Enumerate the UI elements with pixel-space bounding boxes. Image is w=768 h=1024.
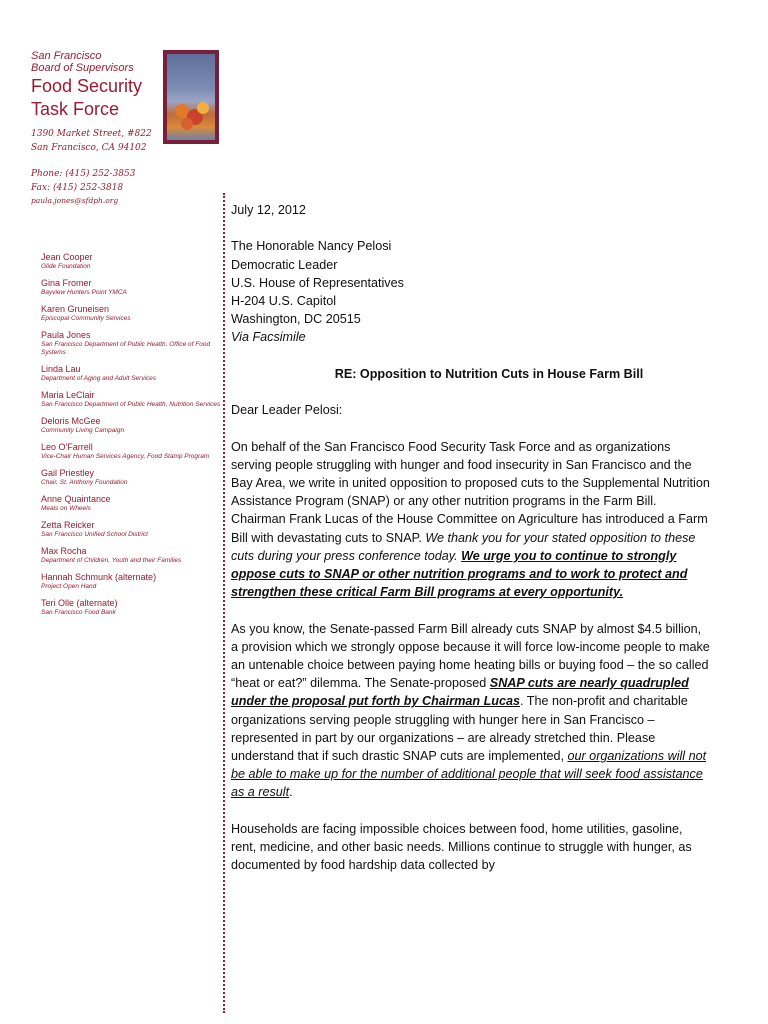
- p2-text-e: .: [289, 785, 293, 800]
- member-affiliation: San Francisco Department of Public Health, Office of Food Systems: [41, 341, 211, 356]
- recipient-address: H-204 U.S. Capitol: [231, 294, 336, 308]
- member-entry: [41, 442, 226, 461]
- member-name: Gina Fromer: [41, 278, 92, 288]
- member-name: Max Rocha: [41, 546, 87, 556]
- member-name: Anne Quaintance: [41, 494, 111, 504]
- member-entry: [41, 416, 226, 435]
- recipient-office: U.S. House of Representatives: [231, 275, 404, 290]
- paragraph-1: [231, 438, 711, 602]
- member-entry: [41, 520, 226, 539]
- letterhead-org: [31, 50, 161, 120]
- member-affiliation: San Francisco Department of Public Health, Nutrition Services: [41, 401, 221, 408]
- p1-emphasis: We urge you to continue to strongly oppose cuts to SNAP or other nutrition programs and to work to protect and strengthen these critical Farm Bill programs at every opportunity.: [231, 548, 688, 600]
- contact-info: [31, 127, 181, 207]
- member-affiliation: Project Open Hand: [41, 583, 97, 590]
- member-entry: [41, 494, 226, 513]
- member-affiliation: Meals on Wheels: [41, 505, 91, 512]
- member-affiliation: Bayview Hunters Point YMCA: [41, 289, 127, 296]
- org-title-2: Task Force: [31, 99, 120, 119]
- recipient-name: The Honorable Nancy Pelosi: [231, 239, 392, 254]
- member-name: Jean Cooper: [41, 252, 93, 262]
- member-entry: [41, 598, 226, 617]
- member-affiliation: Department of Aging and Adult Services: [41, 375, 157, 382]
- member-entry: [41, 364, 226, 383]
- salutation: Dear Leader Pelosi:: [231, 403, 343, 418]
- member-name: Linda Lau: [41, 364, 81, 374]
- via-line: Via Facsimile: [231, 330, 306, 345]
- p2-emphasis: SNAP cuts are nearly quadrupled under the proposal put forth by Chairman Lucas: [231, 676, 689, 709]
- member-entry: [41, 278, 226, 297]
- org-line-2: Board of Supervisors: [31, 62, 134, 74]
- member-name: Leo O'Farrell: [41, 442, 93, 452]
- member-name: Teri Olle (alternate): [41, 598, 118, 608]
- member-affiliation: Chair, St. Anthony Foundation: [41, 479, 128, 486]
- member-affiliation: Department of Children, Youth and their Families: [41, 557, 182, 564]
- member-name: Zetta Reicker: [41, 520, 95, 530]
- member-entry: [41, 330, 226, 357]
- member-affiliation: San Francisco Unified School District: [41, 531, 148, 538]
- member-entry: [41, 252, 226, 271]
- member-entry: [41, 468, 226, 487]
- member-affiliation: Glide Foundation: [41, 263, 91, 270]
- p1-text: On behalf of the San Francisco Food Security Task Force and as organizations serving people struggling with hunger and food insecurity in San Francisco and the Bay Area, we write in united opposition to proposed cuts to the Supplemental Nutrition Assistance Program (SNAP) or any other nutrition programs in the Farm Bill. Chairman Frank Lucas of the House Committee on Agriculture has introduced a Farm Bill with devastating cuts to SNAP.: [231, 439, 710, 545]
- p2-underline: our organizations will not be able to make up for the number of additional people that will seek food assistance as a result: [231, 749, 707, 800]
- p1-italic: We thank you for your stated opposition to these cuts during your press conference today.: [231, 530, 696, 563]
- member-affiliation: Vice-Chair Human Services Agency, Food Stamp Program: [41, 453, 210, 460]
- re-line: RE: Opposition to Nutrition Cuts in House Farm Bill: [334, 366, 644, 381]
- recipient-city: Washington, DC 20515: [231, 312, 361, 327]
- member-affiliation: San Francisco Food Bank: [41, 609, 116, 616]
- paragraph-2: [231, 620, 711, 802]
- member-entry: [41, 304, 226, 323]
- member-name: Paula Jones: [41, 330, 91, 340]
- member-name: Maria LeClair: [41, 390, 95, 400]
- phone: Phone: (415) 252-3853: [31, 169, 136, 179]
- member-name: Deloris McGee: [41, 416, 101, 426]
- letter-body: [231, 201, 711, 874]
- member-affiliation: Episcopal Community Services: [41, 315, 131, 322]
- member-entry: [41, 390, 226, 409]
- address-line-2: San Francisco, CA 94102: [31, 143, 147, 153]
- org-title-1: Food Security: [31, 76, 143, 96]
- member-affiliation: Community Living Campaign: [41, 427, 125, 434]
- fax: Fax: (415) 252-3818: [31, 183, 124, 193]
- p2-text-c: . The non-profit and charitable organizations serving people struggling with hunger here in San Francisco – represented in part by our organizations – are already stretched thin. Please understand that if such drastic SNAP cuts are implemented,: [231, 694, 688, 764]
- member-name: Hannah Schmunk (alternate): [41, 572, 157, 582]
- paragraph-3: Households are facing impossible choices between food, home utilities, gasoline, rent, medicine, and other basic needs. Millions continue to struggle with hunger, as documented by food hardship data collected by: [231, 821, 692, 873]
- address-line-1: 1390 Market Street, #822: [31, 129, 152, 139]
- letter-date: July 12, 2012: [231, 203, 306, 217]
- member-name: Gail Priestley: [41, 468, 95, 478]
- member-list: [41, 252, 226, 624]
- member-name: Karen Gruneisen: [41, 304, 110, 314]
- divider: [223, 193, 225, 1013]
- p2-text-a: As you know, the Senate-passed Farm Bill already cuts SNAP by almost $4.5 billion, a provision which we strongly oppose because it will force low-income people to make an untenable choice between paying home heating bills or buying food – the so called “heat or eat?” dilemma. The Senate-proposed: [231, 621, 710, 691]
- email: paula.jones@sfdph.org: [31, 196, 119, 205]
- member-entry: [41, 546, 226, 565]
- recipient-title: Democratic Leader: [231, 257, 338, 272]
- member-entry: [41, 572, 226, 591]
- org-line-1: San Francisco: [31, 50, 102, 62]
